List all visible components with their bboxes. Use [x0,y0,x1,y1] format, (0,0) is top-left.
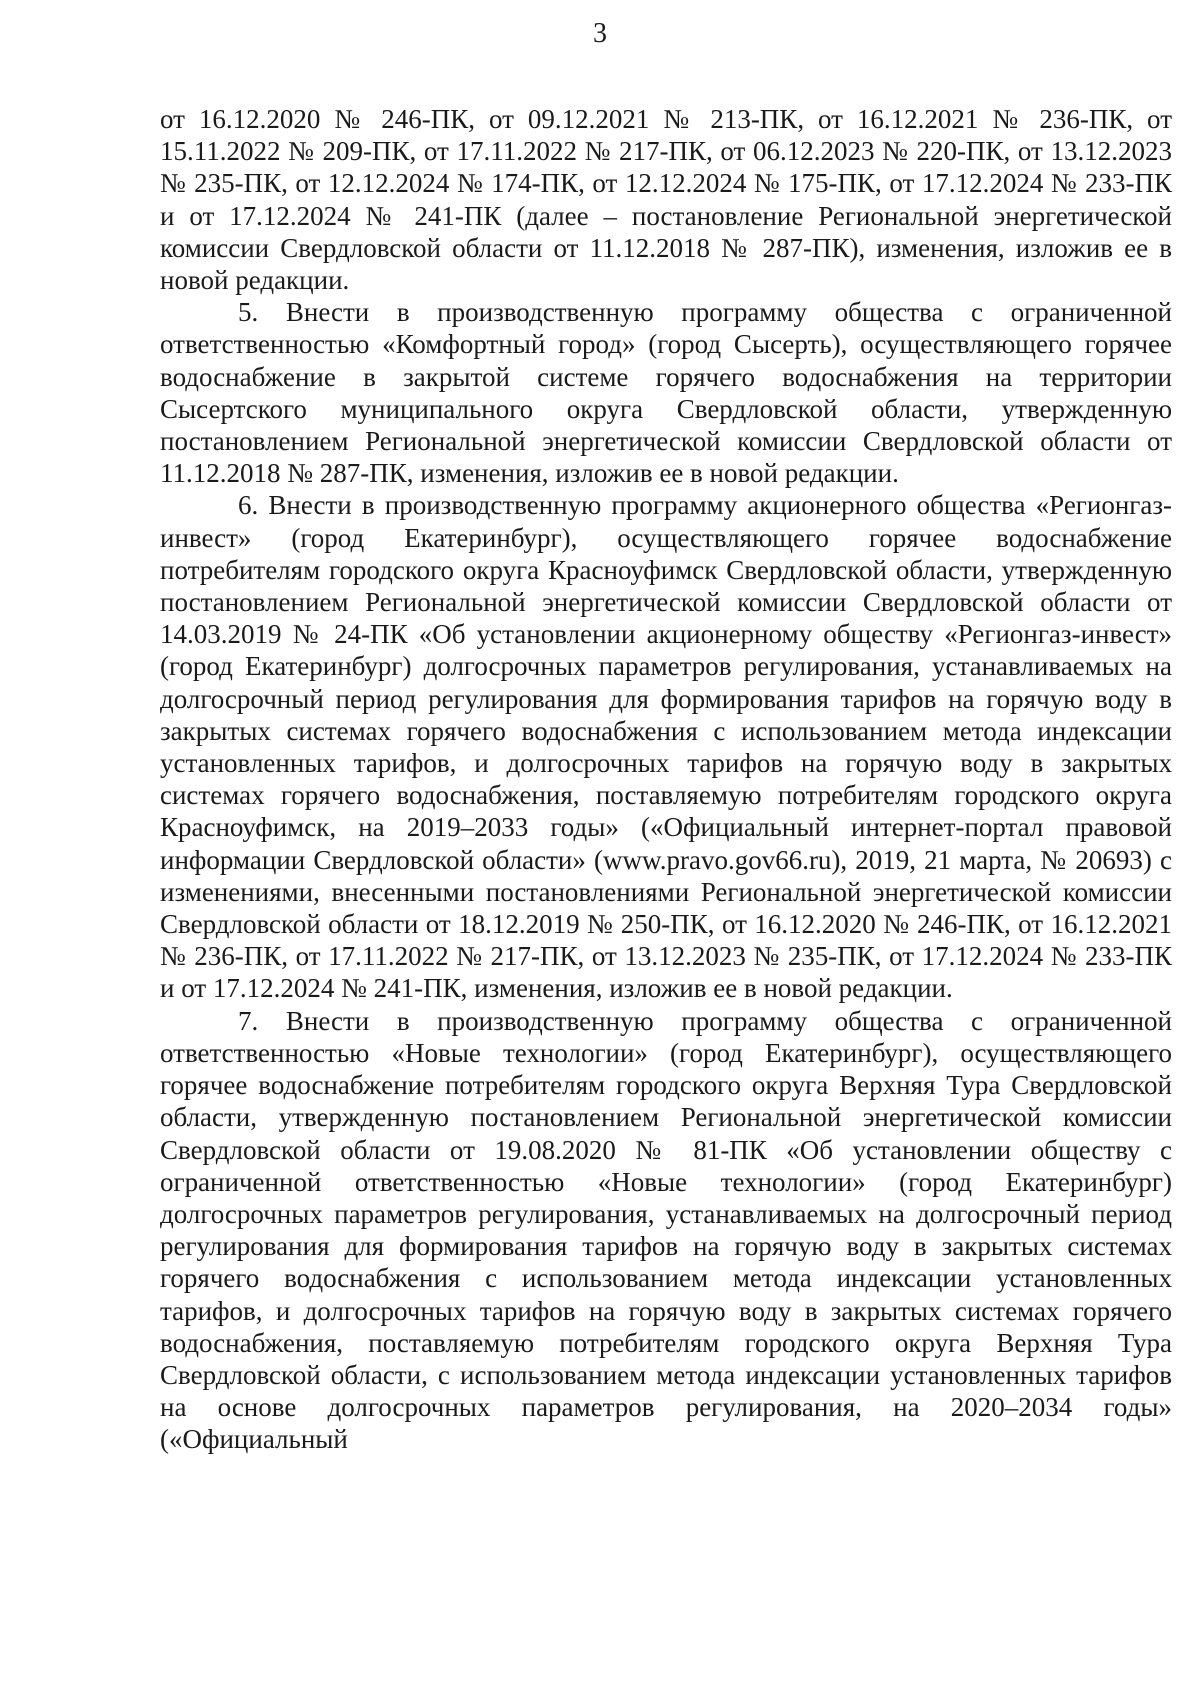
document-body [160,103,1172,1456]
paragraph-6: 6. Внести в производственную программу акционерного общества «Регионгаз-инвест» (город Екатеринбург), осуществляющего горячее водоснабжение потребителям городского округа Красноуфимск Свердловской области, утвержденную постановлением Региональной энергетической комиссии Свердловской области от 14.03.2019 № 24-ПК «Об установлении акционерному обществу «Регионгаз-инвест» (город Екатеринбург) долгосрочных параметров регулирования, устанавливаемых на долгосрочный период регулирования для формирования тарифов на горячую воду в закрытых системах горячего водоснабжения с использованием метода индексации установленных тарифов, и долгосрочных тарифов на горячую воду в закрытых системах горячего водоснабжения, поставляемую потребителям городского округа Красноуфимск, на 2019–2033 годы» («Официальный интернет-портал правовой информации Свердловской области» (www.pravo.gov66.ru), 2019, 21 марта, № 20693) с изменениями, внесенными постановлениями Региональной энергетической комиссии Свердловской области от 18.12.2019 № 250-ПК, от 16.12.2020 № 246-ПК, от 16.12.2021 № 236-ПК, от 17.11.2022 № 217-ПК, от 13.12.2023 № 235-ПК, от 17.12.2024 № 233-ПК и от 17.12.2024 № 241-ПК, изменения, изложив ее в новой редакции. [160,490,1172,1004]
page-number: 3 [593,18,607,49]
paragraph-4-continuation: от 16.12.2020 № 246-ПК, от 09.12.2021 № 213-ПК, от 16.12.2021 № 236-ПК, от 15.11.2022 № 209-ПК, от 17.11.2022 № 217-ПК, от 06.12.2023 № 220-ПК, от 13.12.2023 № 235-ПК, от 12.12.2024 № 174-ПК, от 12.12.2024 № 175-ПК, от 17.12.2024 № 233-ПК и от 17.12.2024 № 241-ПК (далее – постановление Региональной энергетической комиссии Свердловской области от 11.12.2018 № 287-ПК), изменения, изложив ее в новой редакции. [160,104,1172,296]
paragraph-5: 5. Внести в производственную программу общества с ограниченной ответственностью «Комфортный город» (город Сысерть), осуществляющего горячее водоснабжение в закрытой системе горячего водоснабжения на территории Сысертского муниципального округа Свердловской области, утвержденную постановлением Региональной энергетической комиссии Свердловской области от 11.12.2018 № 287-ПК, изменения, изложив ее в новой редакции. [160,297,1172,489]
paragraph-7: 7. Внести в производственную программу общества с ограниченной ответственностью «Новые технологии» (город Екатеринбург), осуществляющего горячее водоснабжение потребителям городского округа Верхняя Тура Свердловской области, утвержденную постановлением Региональной энергетической комиссии Свердловской области от 19.08.2020 № 81-ПК «Об установлении обществу с ограниченной ответственностью «Новые технологии» (город Екатеринбург) долгосрочных параметров регулирования, устанавливаемых на долгосрочный период регулирования для формирования тарифов на горячую воду в закрытых системах горячего водоснабжения с использованием метода индексации установленных тарифов, и долгосрочных тарифов на горячую воду в закрытых системах горячего водоснабжения, поставляемую потребителям городского округа Верхняя Тура Свердловской области, с использованием метода индексации установленных тарифов на основе долгосрочных параметров регулирования, на 2020–2034 годы» («Официальный [160,1005,1172,1455]
